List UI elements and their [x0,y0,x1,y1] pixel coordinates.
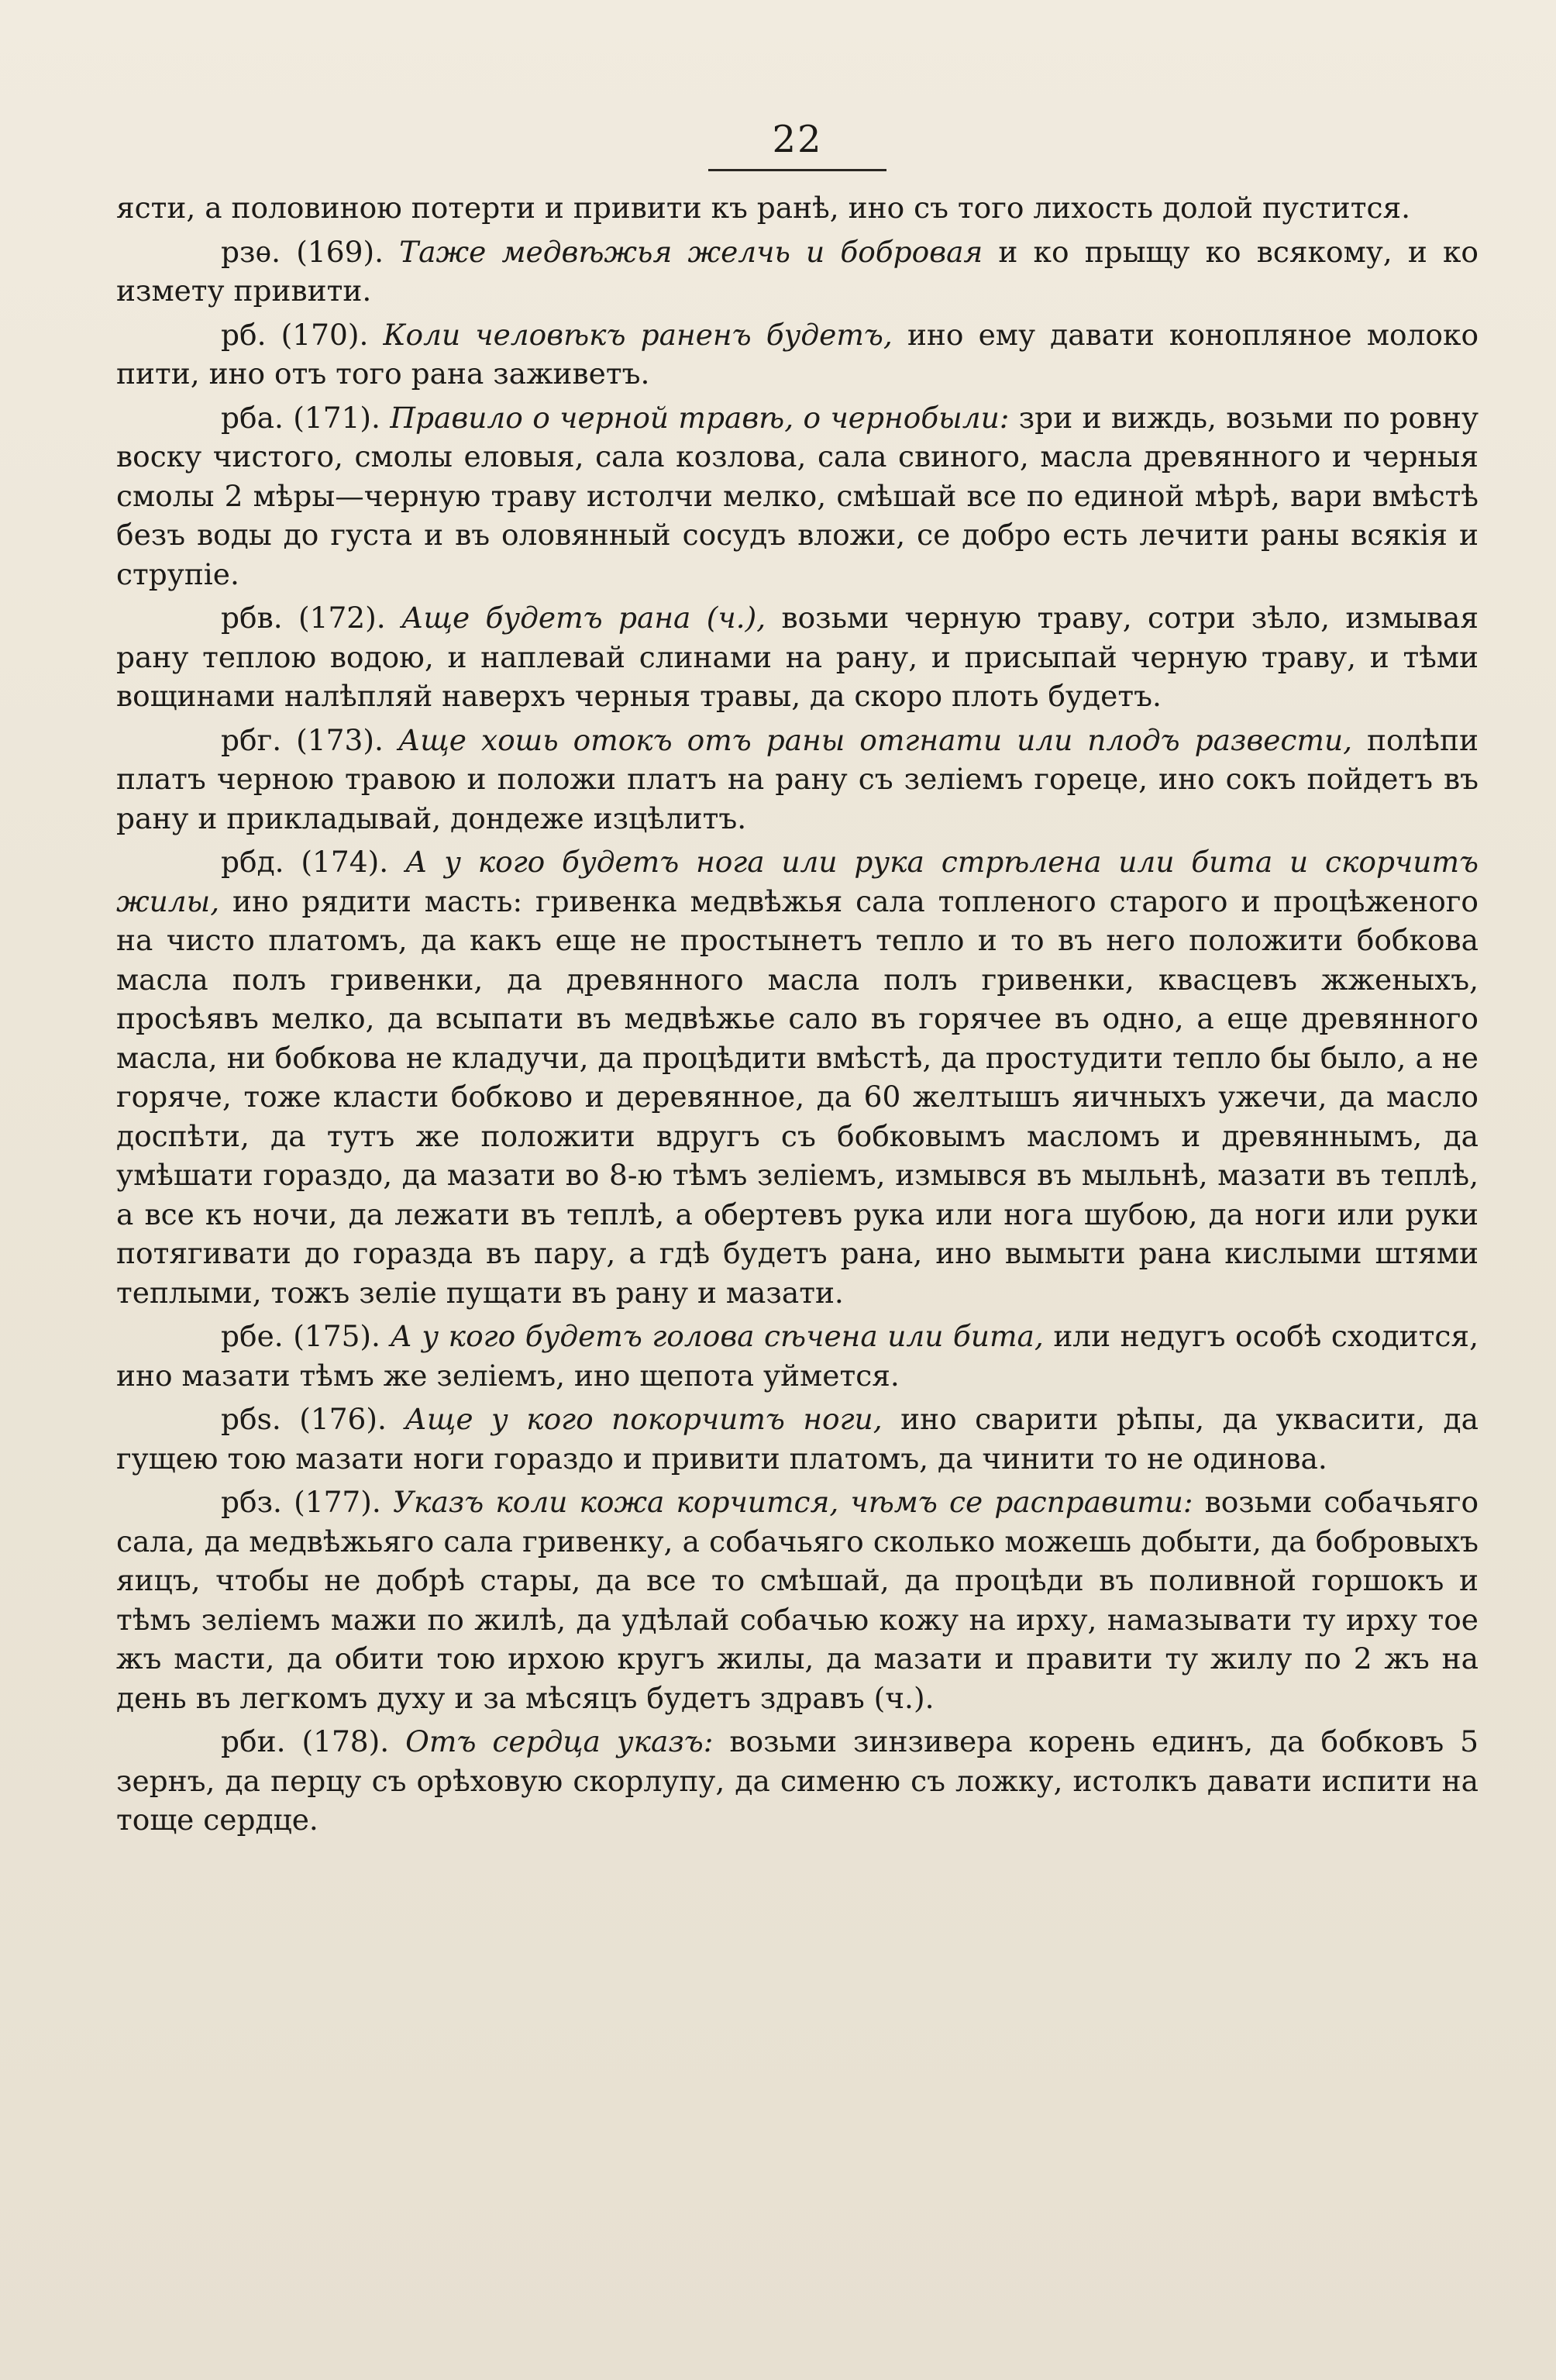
paragraph-text: полѣпи платъ черною травою и положи платъ на рану съ зеліемъ гореце, ино сокъ пойдетъ въ рану и прикладывай, дондеже изцѣлитъ. [116,722,1479,835]
paragraph-marker: рб. [221,317,267,352]
paragraph-text: или недугъ особѣ сходится, ино мазати тѣмъ же зеліемъ, ино щепота уймется. [116,1319,1479,1393]
paragraph-marker: рзѳ. [221,234,281,269]
paragraph-176 [116,1400,1479,1478]
paragraph-title: Указъ коли кожа корчится, чѣмъ се расправити: [392,1485,1193,1519]
paragraph-marker: рби. [221,1724,286,1758]
paragraph-text: ино ему давати конопляное молоко пити, ино отъ того рана заживетъ. [116,317,1479,391]
paragraph-number: (175). [293,1319,380,1353]
body-text [116,188,1479,1840]
paragraph-text: возьми собачьяго сала, да медвѣжьяго сала гривенку, а собачьяго сколько можешь добыти, да бобровыхъ яицъ, чтобы не добрѣ стары, да все то смѣшай, да процѣди въ поливной горшокъ и тѣмъ зеліемъ мажи по жилѣ, да удѣлай собачью кожу на ирху, намазывати ту ирху тое жъ масти, да обити тою ирхою кругъ жилы, да мазати и правити ту жилу по 2 жъ на день въ легкомъ духу и за мѣсяцъ будетъ здравъ (ч.). [116,1485,1479,1715]
paragraph-title: А у кого будетъ нога или рука стрѣлена или бита и скорчитъ жилы, [116,845,1479,918]
paragraph-marker: рбз. [221,1485,282,1519]
paragraph-marker: рбѕ. [221,1402,281,1436]
paragraph-number: (170). [281,317,369,352]
paragraph-169 [116,232,1479,311]
paragraph-text: возьми черную траву, сотри зѣло, измывая рану теплою водою, и наплевай слинами на рану, и присыпай черную траву, и тѣми вощинами налѣпляй наверхъ черныя травы, да скоро плоть будетъ. [116,601,1479,713]
paragraph-number: (174). [301,845,389,879]
paragraph-178 [116,1722,1479,1840]
paragraph-title: Коли человѣкъ раненъ будетъ, [383,317,893,352]
paragraph-text: ино рядити масть: гривенка медвѣжья сала топленого старого и процѣженого на чисто платомъ, да какъ еще не простынетъ тепло и то въ него положити бобкова масла полъ гривенки, да древянного масла полъ гривенки, квасцевъ жженыхъ, просѣявъ мелко, да всыпати въ медвѣжье сало въ горячее въ одно, а еще древянного масла, ни бобкова не кладучи, да процѣдити вмѣстѣ, да простудити тепло бы было, а не горяче, тоже класти бобково и деревянное, да 60 желтышъ яичныхъ ужечи, да масло доспѣти, да тутъ же положити вдругъ съ бобковымъ масломъ и древяннымъ, да умѣшати гораздо, да мазати во 8-ю тѣмъ зеліемъ, измывся въ мыльнѣ, мазати въ теплѣ, а все къ ночи, да лежати въ теплѣ, а обертевъ рука или нога шубою, да ноги или руки потягивати до горазда въ пару, а гдѣ будетъ рана, ино вымыти рана кислыми штями теплыми, тожъ зеліе пущати въ рану и мазати. [116,883,1479,1310]
paragraph-171 [116,398,1479,594]
page-number-rule [708,169,886,171]
paragraph-number: (173). [296,722,384,757]
paragraph-continuation [116,188,1479,228]
paragraph-marker: рбд. [221,845,284,879]
paragraph-173 [116,721,1479,839]
paragraph-number: (172). [298,601,386,635]
paragraph-title: Аще хошь отокъ отъ раны отгнати или плодъ развести, [398,722,1353,757]
paragraph-174 [116,842,1479,1312]
paragraph-marker: рба. [221,400,284,435]
paragraph-title: Аще у кого покорчитъ ноги, [404,1402,883,1436]
paragraph-text: зри и виждь, возьми по ровну воску чистого, смолы еловыя, сала козлова, сала свиного, масла древянного и черныя смолы 2 мѣры—черную траву истолчи мелко, смѣшай все по единой мѣрѣ, вари вмѣстѣ безъ воды до густа и въ оловянный сосудъ вложи, се добро есть лечити раны всякія и струпіе. [116,400,1479,591]
paragraph-marker: рбг. [221,722,282,757]
paragraph-172 [116,598,1479,716]
paragraph-number: (177). [294,1485,381,1519]
paragraph-number: (178). [301,1724,390,1758]
paragraph-title: Таже медвѣжья желчь и бобровая [399,234,983,269]
paragraph-marker: рбе. [221,1319,284,1353]
paragraph-marker: рбв. [221,601,283,635]
paragraph-170 [116,315,1479,394]
paragraph-number: (176). [299,1402,387,1436]
page-number: 22 [772,118,823,161]
paragraph-175 [116,1317,1479,1395]
paragraph-title: А у кого будетъ голова сѣчена или бита, [390,1319,1044,1353]
paragraph-text: ясти, а половиною потерти и привити къ ранѣ, ино съ того лихость долой пустится. [116,191,1411,225]
paragraph-text: ино сварити рѣпы, да уквасити, да гущею тою мазати ноги гораздо и привити платомъ, да чинити то не одинова. [116,1402,1479,1476]
paragraph-number: (169). [296,234,384,269]
paragraph-text: и ко прыщу ко всякому, и ко измету привити. [116,234,1479,308]
paragraph-title: Аще будетъ рана (ч.), [401,601,766,635]
paragraph-text: возьми зинзивера корень единъ, да бобковъ 5 зернъ, да перцу съ орѣховую скорлупу, да сименю съ ложку, истолкъ давати испити на тоще сердце. [116,1724,1479,1837]
paragraph-title: Правило о черной травѣ, о чернобыли: [390,400,1010,435]
paragraph-title: Отъ сердца указъ: [405,1724,714,1758]
paragraph-number: (171). [293,400,380,435]
paragraph-177 [116,1483,1479,1717]
